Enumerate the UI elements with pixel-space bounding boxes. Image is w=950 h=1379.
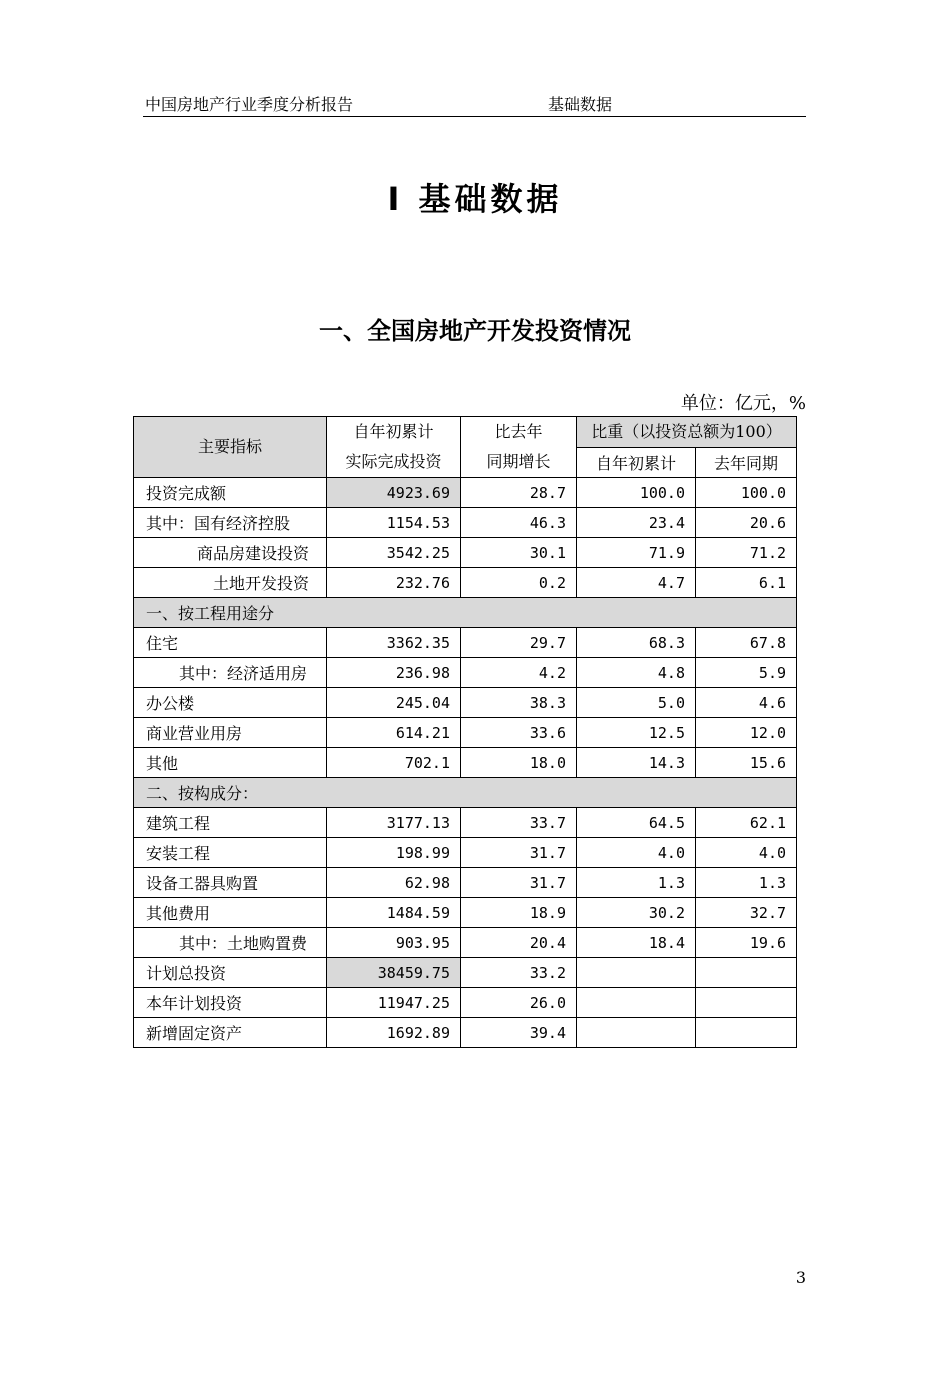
cell-share-ytd xyxy=(577,958,696,988)
table-row xyxy=(134,718,797,748)
group-row xyxy=(134,778,797,808)
cell-growth: 39.4 xyxy=(461,1018,577,1048)
cell-cum: 3362.35 xyxy=(327,628,461,658)
header-cumulative xyxy=(327,417,461,478)
cell-share-ytd: 30.2 xyxy=(577,898,696,928)
row-label: 设备工器具购置 xyxy=(134,868,327,898)
cell-cum: 1484.59 xyxy=(327,898,461,928)
row-label: 商业营业用房 xyxy=(134,718,327,748)
cell-share-ytd: 71.9 xyxy=(577,538,696,568)
cell-cum: 198.99 xyxy=(327,838,461,868)
cell-growth: 38.3 xyxy=(461,688,577,718)
header-growth-line1: 比去年 xyxy=(494,422,543,441)
unit-label: 单位：亿元，% xyxy=(680,393,806,414)
cell-share-ytd: 18.4 xyxy=(577,928,696,958)
header-share-prev: 去年同期 xyxy=(696,448,797,478)
cell-growth: 4.2 xyxy=(461,658,577,688)
table-row xyxy=(134,958,797,988)
row-label: 其中：土地购置费 xyxy=(134,928,327,958)
cell-growth: 30.1 xyxy=(461,538,577,568)
cell-share-ytd: 4.8 xyxy=(577,658,696,688)
cell-share-ytd: 64.5 xyxy=(577,808,696,838)
table-row xyxy=(134,1018,797,1048)
cell-share-ytd xyxy=(577,988,696,1018)
cell-share-ytd: 14.3 xyxy=(577,748,696,778)
row-label: 其他 xyxy=(134,748,327,778)
cell-share-ytd: 4.7 xyxy=(577,568,696,598)
cell-cum: 1154.53 xyxy=(327,508,461,538)
table-row xyxy=(134,898,797,928)
row-label: 建筑工程 xyxy=(134,808,327,838)
cell-share-prev: 15.6 xyxy=(696,748,797,778)
row-label: 其他费用 xyxy=(134,898,327,928)
cell-growth: 46.3 xyxy=(461,508,577,538)
section-title: 一、全国房地产开发投资情况 xyxy=(319,317,631,345)
cell-share-ytd: 12.5 xyxy=(577,718,696,748)
table-row xyxy=(134,658,797,688)
cell-share-prev: 6.1 xyxy=(696,568,797,598)
cell-cum: 62.98 xyxy=(327,868,461,898)
cell-growth: 28.7 xyxy=(461,478,577,508)
cell-share-prev xyxy=(696,958,797,988)
cell-cum: 4923.69 xyxy=(327,478,461,508)
cell-cum: 245.04 xyxy=(327,688,461,718)
section-name: 基础数据 xyxy=(548,95,613,114)
cell-share-prev: 71.2 xyxy=(696,538,797,568)
row-label: 土地开发投资 xyxy=(134,568,327,598)
cell-share-prev: 32.7 xyxy=(696,898,797,928)
cell-share-prev: 62.1 xyxy=(696,808,797,838)
cell-share-ytd: 1.3 xyxy=(577,868,696,898)
chapter-title: I 基础数据 xyxy=(387,180,563,218)
cell-cum: 903.95 xyxy=(327,928,461,958)
row-label: 商品房建设投资 xyxy=(134,538,327,568)
page-number: 3 xyxy=(795,1268,806,1287)
cell-share-ytd: 100.0 xyxy=(577,478,696,508)
cell-share-prev: 20.6 xyxy=(696,508,797,538)
cell-growth: 33.7 xyxy=(461,808,577,838)
cell-share-prev: 19.6 xyxy=(696,928,797,958)
cell-growth: 33.2 xyxy=(461,958,577,988)
cell-growth: 18.0 xyxy=(461,748,577,778)
row-label: 本年计划投资 xyxy=(134,988,327,1018)
table-row xyxy=(134,628,797,658)
row-label: 住宅 xyxy=(134,628,327,658)
table-row xyxy=(134,748,797,778)
row-label: 其中：经济适用房 xyxy=(134,658,327,688)
table-row xyxy=(134,568,797,598)
cell-share-prev: 5.9 xyxy=(696,658,797,688)
header-growth-line2: 同期增长 xyxy=(486,452,551,471)
cell-share-prev xyxy=(696,988,797,1018)
cell-share-ytd: 68.3 xyxy=(577,628,696,658)
table-row xyxy=(134,868,797,898)
cell-share-prev: 4.6 xyxy=(696,688,797,718)
cell-share-ytd: 4.0 xyxy=(577,838,696,868)
cell-share-prev: 67.8 xyxy=(696,628,797,658)
table-row xyxy=(134,508,797,538)
table-row xyxy=(134,838,797,868)
cell-share-ytd: 5.0 xyxy=(577,688,696,718)
row-label: 安装工程 xyxy=(134,838,327,868)
group-row xyxy=(134,598,797,628)
group-label: 一、按工程用途分 xyxy=(134,598,797,628)
cell-growth: 0.2 xyxy=(461,568,577,598)
header-cumulative-line2: 实际完成投资 xyxy=(345,452,442,471)
investment-table xyxy=(133,416,797,1048)
cell-cum: 3177.13 xyxy=(327,808,461,838)
header-growth xyxy=(461,417,577,478)
page-header xyxy=(143,94,806,117)
cell-share-ytd xyxy=(577,1018,696,1048)
cell-growth: 18.9 xyxy=(461,898,577,928)
cell-growth: 33.6 xyxy=(461,718,577,748)
report-title: 中国房地产行业季度分析报告 xyxy=(145,95,354,114)
cell-share-prev xyxy=(696,1018,797,1048)
cell-share-prev: 4.0 xyxy=(696,838,797,868)
cell-cum: 1692.89 xyxy=(327,1018,461,1048)
row-label: 新增固定资产 xyxy=(134,1018,327,1048)
row-label: 其中：国有经济控股 xyxy=(134,508,327,538)
cell-share-prev: 100.0 xyxy=(696,478,797,508)
header-cumulative-line1: 自年初累计 xyxy=(353,422,434,441)
cell-share-prev: 12.0 xyxy=(696,718,797,748)
cell-growth: 29.7 xyxy=(461,628,577,658)
row-label: 投资完成额 xyxy=(134,478,327,508)
table-row xyxy=(134,478,797,508)
cell-cum: 3542.25 xyxy=(327,538,461,568)
cell-cum: 11947.25 xyxy=(327,988,461,1018)
table-row xyxy=(134,988,797,1018)
cell-growth: 26.0 xyxy=(461,988,577,1018)
table-row xyxy=(134,928,797,958)
table-row xyxy=(134,808,797,838)
table-row xyxy=(134,688,797,718)
cell-cum: 236.98 xyxy=(327,658,461,688)
header-share-ytd: 自年初累计 xyxy=(577,448,696,478)
group-label: 二、按构成分： xyxy=(134,778,797,808)
cell-share-prev: 1.3 xyxy=(696,868,797,898)
row-label: 办公楼 xyxy=(134,688,327,718)
header-share: 比重（以投资总额为100） xyxy=(577,417,797,448)
cell-growth: 20.4 xyxy=(461,928,577,958)
cell-growth: 31.7 xyxy=(461,838,577,868)
header-indicator: 主要指标 xyxy=(134,417,327,478)
cell-cum: 614.21 xyxy=(327,718,461,748)
cell-cum: 232.76 xyxy=(327,568,461,598)
cell-cum: 38459.75 xyxy=(327,958,461,988)
cell-share-ytd: 23.4 xyxy=(577,508,696,538)
cell-cum: 702.1 xyxy=(327,748,461,778)
cell-growth: 31.7 xyxy=(461,868,577,898)
table-row xyxy=(134,538,797,568)
row-label: 计划总投资 xyxy=(134,958,327,988)
